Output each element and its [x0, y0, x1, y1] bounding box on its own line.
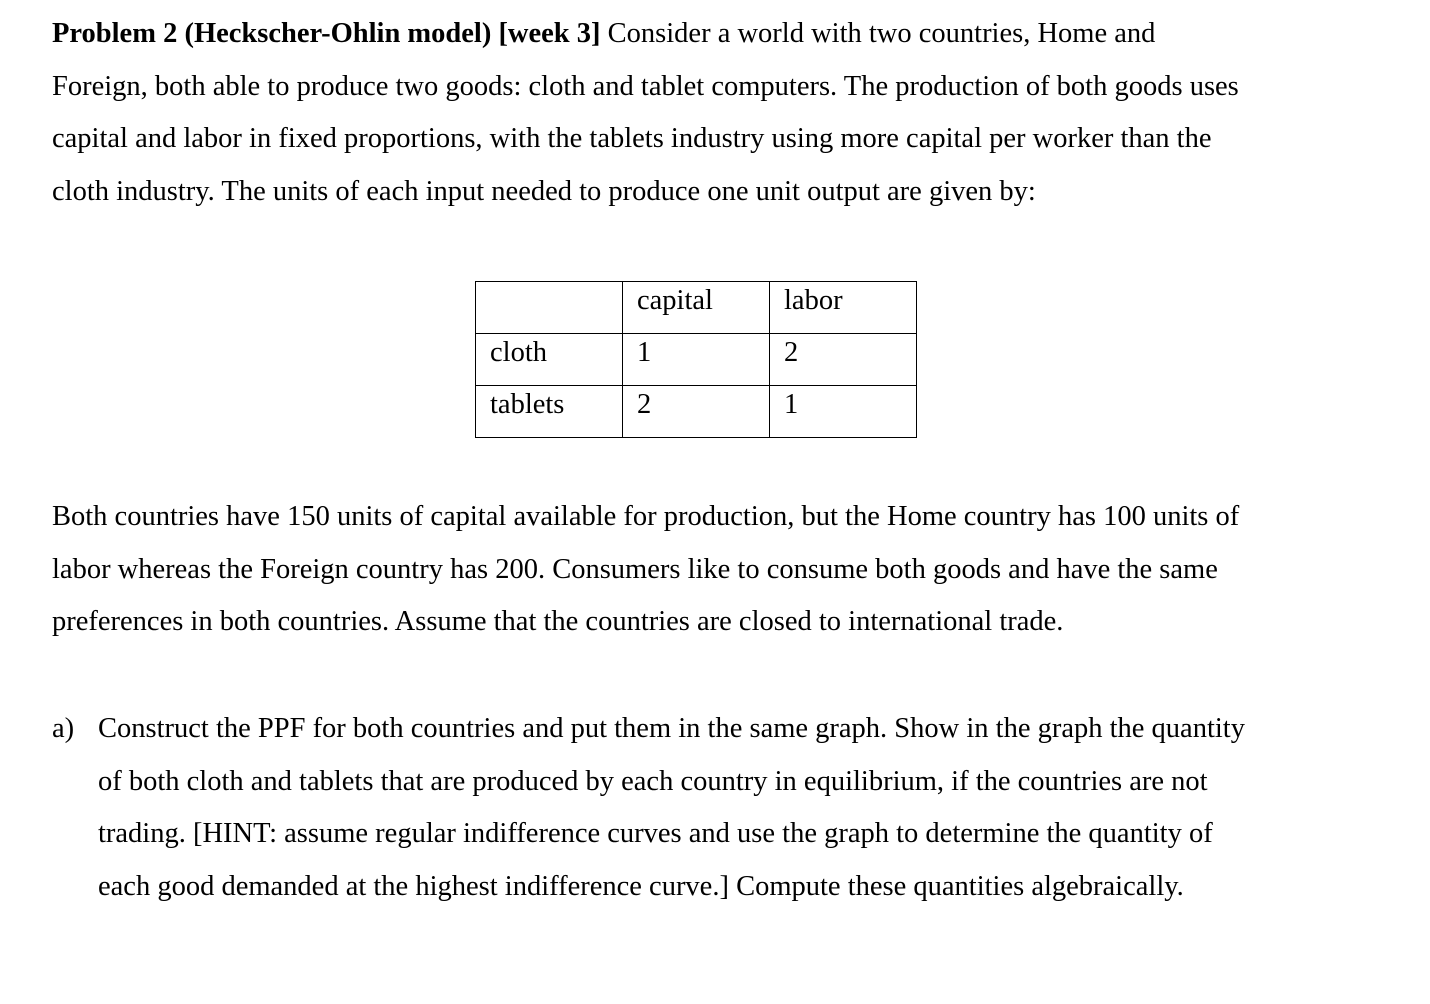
paragraph2-line-1: Both countries have 150 units of capital available for production, but the Home country has 100 units of — [52, 501, 1240, 532]
table-row — [476, 386, 917, 438]
table-cell-capital: 2 — [623, 386, 770, 438]
table-cell-labor: 1 — [770, 386, 917, 438]
question-a-marker: a) — [52, 713, 75, 744]
table-header-corner — [476, 282, 623, 334]
problem-heading: Problem 2 (Heckscher-Ohlin model) [week 3] — [52, 18, 601, 49]
intro-line-4: cloth industry. The units of each input needed to produce one unit output are given by: — [52, 175, 1036, 207]
intro-line-2: Foreign, both able to produce two goods: cloth and tablet computers. The production of both goods uses — [52, 70, 1239, 102]
intro-line-3: capital and labor in fixed proportions, with the tablets industry using more capital per worker than the — [52, 123, 1212, 154]
question-a — [52, 703, 1392, 913]
question-a-line-3: trading. [HINT: assume regular indifference curves and use the graph to determine the quantity of — [98, 818, 1213, 849]
intro-line-1-text: Consider a world with two countries, Home and — [600, 18, 1156, 49]
paragraph2-line-3: preferences in both countries. Assume that the countries are closed to international trade. — [52, 606, 1064, 637]
table-cell-labor: 2 — [770, 334, 917, 386]
paragraph2-line-2: labor whereas the Foreign country has 200. Consumers like to consume both goods and have the same — [52, 553, 1218, 585]
question-a-body — [98, 703, 1392, 913]
question-a-line-1: Construct the PPF for both countries and put them in the same graph. Show in the graph the quantity — [98, 713, 1245, 744]
question-a-line-4: each good demanded at the highest indifference curve.] Compute these quantities algebraically. — [98, 870, 1184, 902]
table-cell-capital: 1 — [623, 334, 770, 386]
table-cell-good: cloth — [476, 334, 623, 386]
problem-intro — [52, 8, 1372, 218]
input-requirements-table — [475, 281, 917, 438]
table-cell-good: tablets — [476, 386, 623, 438]
intro-line-1 — [52, 8, 1372, 61]
table-row — [476, 334, 917, 386]
table-header-capital: capital — [623, 282, 770, 334]
endowments-paragraph — [52, 491, 1372, 649]
table-header-row — [476, 282, 917, 334]
table-header-labor: labor — [770, 282, 917, 334]
question-a-line-2: of both cloth and tablets that are produced by each country in equilibrium, if the countries are not — [98, 765, 1208, 797]
